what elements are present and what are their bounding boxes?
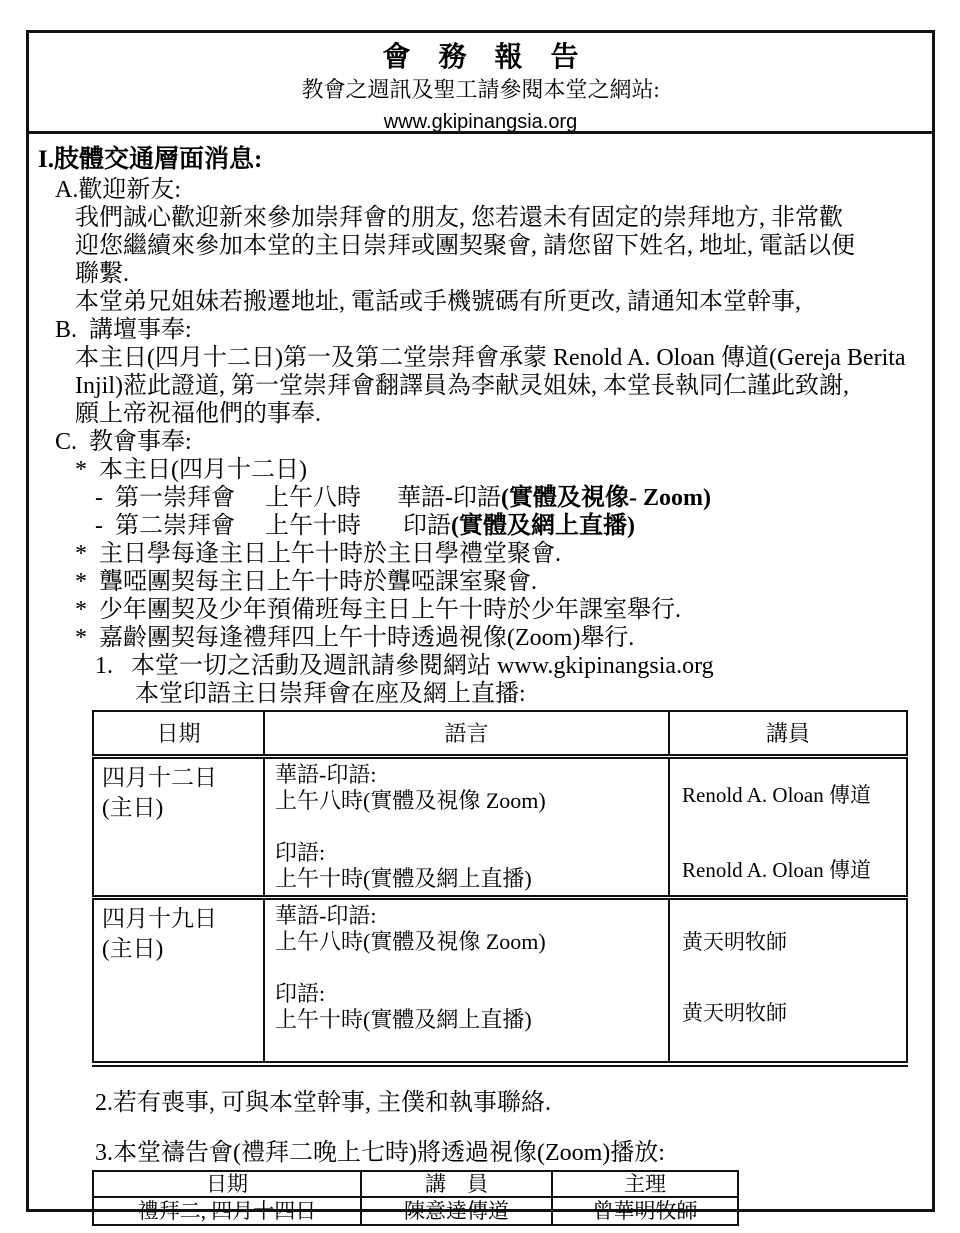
language-line: 華語-印語: (275, 762, 377, 787)
language-line: 華語-印語: (275, 903, 377, 928)
prayer-date-cell: 禮拜二, 四月十四日 (93, 1197, 361, 1225)
col-header-date: 日期 (93, 711, 264, 757)
numbered-item-1: 1. 本堂一切之活動及週訊請參閱網站 www.gkipinangsia.org (95, 653, 714, 679)
language-line: 上午十時(實體及網上直播) (275, 866, 532, 891)
table-row (93, 1197, 738, 1225)
speaker-name: Renold A. Oloan 傳道 (682, 783, 871, 807)
numbered-item-2: 2.若有喪事, 可與本堂幹事, 主僕和執事聯絡. (95, 1090, 551, 1116)
first-service-line (29, 484, 932, 512)
second-service-text: - 第二崇拜會 上午十時 印語 (95, 513, 451, 539)
worship-table-header-row (93, 711, 907, 757)
date-cell (93, 898, 264, 1065)
table-intro-line: 本堂印語主日崇拜會在座及網上直播: (135, 681, 526, 707)
sunday-school-line: * 主日學每逢主日上午十時於主日學禮堂聚會. (75, 541, 561, 567)
language-cell (264, 898, 669, 1065)
speaker-name: 黄天明牧師 (682, 930, 787, 954)
first-service-bold: (實體及視像- Zoom) (500, 485, 711, 511)
welcome-line-1: 我們誠心歡迎新來參加崇拜會的朋友, 您若還未有固定的崇拜地方, 非常歡 (75, 205, 843, 231)
address-change-line: 本堂弟兄姐妹若搬遷地址, 電話或手機號碼有所更改, 請通知本堂幹事, (75, 289, 801, 315)
bulletin-page (26, 30, 935, 1223)
worship-schedule-table (92, 710, 908, 1067)
table-row (93, 757, 907, 898)
speaker-cell (669, 898, 907, 1065)
youth-fellowship-line: * 少年團契及少年預備班每主日上午十時於少年課室舉行. (75, 597, 681, 623)
language-line: 上午八時(實體及視像 Zoom) (275, 788, 546, 813)
speaker-name: 黄天明牧師 (682, 1001, 787, 1025)
language-line: 印語: (275, 981, 326, 1006)
col-header-date: 日期 (93, 1171, 361, 1197)
page-subtitle: 教會之週訊及聖工請參閱本堂之網站: (301, 77, 660, 102)
prayer-table-header-row (93, 1171, 738, 1197)
deaf-fellowship-line: * 聾啞團契每主日上午十時於聾啞課室聚會. (75, 569, 537, 595)
website-url: www.gkipinangsia.org (383, 111, 578, 133)
welcome-line-2: 迎您繼續來參加本堂的主日崇拜或團契聚會, 請您留下姓名, 地址, 電話以便 (75, 233, 855, 259)
col-header-speaker: 講員 (669, 711, 907, 757)
numbered-item-3: 3.本堂禱告會(禮拜二晚上七時)將透過視像(Zoom)播放: (95, 1140, 665, 1166)
table-row (93, 898, 907, 1065)
date-line-1: 四月十二日 (102, 765, 217, 790)
pulpit-line-3: 願上帝祝福他們的事奉. (75, 401, 321, 427)
pulpit-line-1: 本主日(四月十二日)第一及第二堂崇拜會承蒙 Renold A. Oloan 傳道(Gereja Berita (75, 345, 906, 371)
item-c-label: C. 教會事奉: (55, 429, 192, 455)
language-line: 上午十時(實體及網上直播) (275, 1007, 532, 1032)
language-cell (264, 757, 669, 898)
second-service-line (29, 512, 932, 540)
second-service-bold: (實體及網上直播) (451, 513, 635, 539)
page-title: 會 務 報 告 (382, 42, 579, 73)
section-heading: I.肢體交通層面消息: (38, 146, 263, 173)
prayer-speaker-cell: 陳意達傳道 (361, 1197, 552, 1225)
pulpit-line-2: Injil)蒞此證道, 第一堂崇拜會翻譯員為李献灵姐妹, 本堂長執同仁謹此致謝, (75, 373, 849, 399)
col-header-speaker: 講 員 (361, 1171, 552, 1197)
speaker-cell (669, 757, 907, 898)
this-sunday-line: * 本主日(四月十二日) (75, 457, 307, 483)
bulletin-body (29, 134, 932, 1226)
date-cell (93, 757, 264, 898)
bulletin-header (29, 33, 932, 134)
item-b-label: B. 講壇事奉: (55, 317, 192, 343)
date-line-2: (主日) (102, 795, 164, 820)
language-line (275, 814, 658, 840)
item-a-label: A.歡迎新友: (55, 177, 181, 203)
language-line: 上午八時(實體及視像 Zoom) (275, 929, 546, 954)
col-header-language: 語言 (264, 711, 669, 757)
date-line-1: 四月十九日 (102, 906, 217, 931)
date-line-2: (主日) (102, 936, 164, 961)
prayer-meeting-table (92, 1170, 739, 1226)
first-service-text: - 第一崇拜會 上午八時 華語-印語 (95, 485, 501, 511)
language-line: 印語: (275, 840, 326, 865)
speaker-name: Renold A. Oloan 傳道 (682, 858, 871, 882)
language-line (275, 955, 658, 981)
col-header-chair: 主理 (552, 1171, 738, 1197)
senior-fellowship-line: * 嘉齡團契每逢禮拜四上午十時透過視像(Zoom)舉行. (75, 625, 635, 651)
prayer-chair-cell: 曾華明牧師 (552, 1197, 738, 1225)
welcome-line-3: 聯繫. (75, 261, 129, 287)
